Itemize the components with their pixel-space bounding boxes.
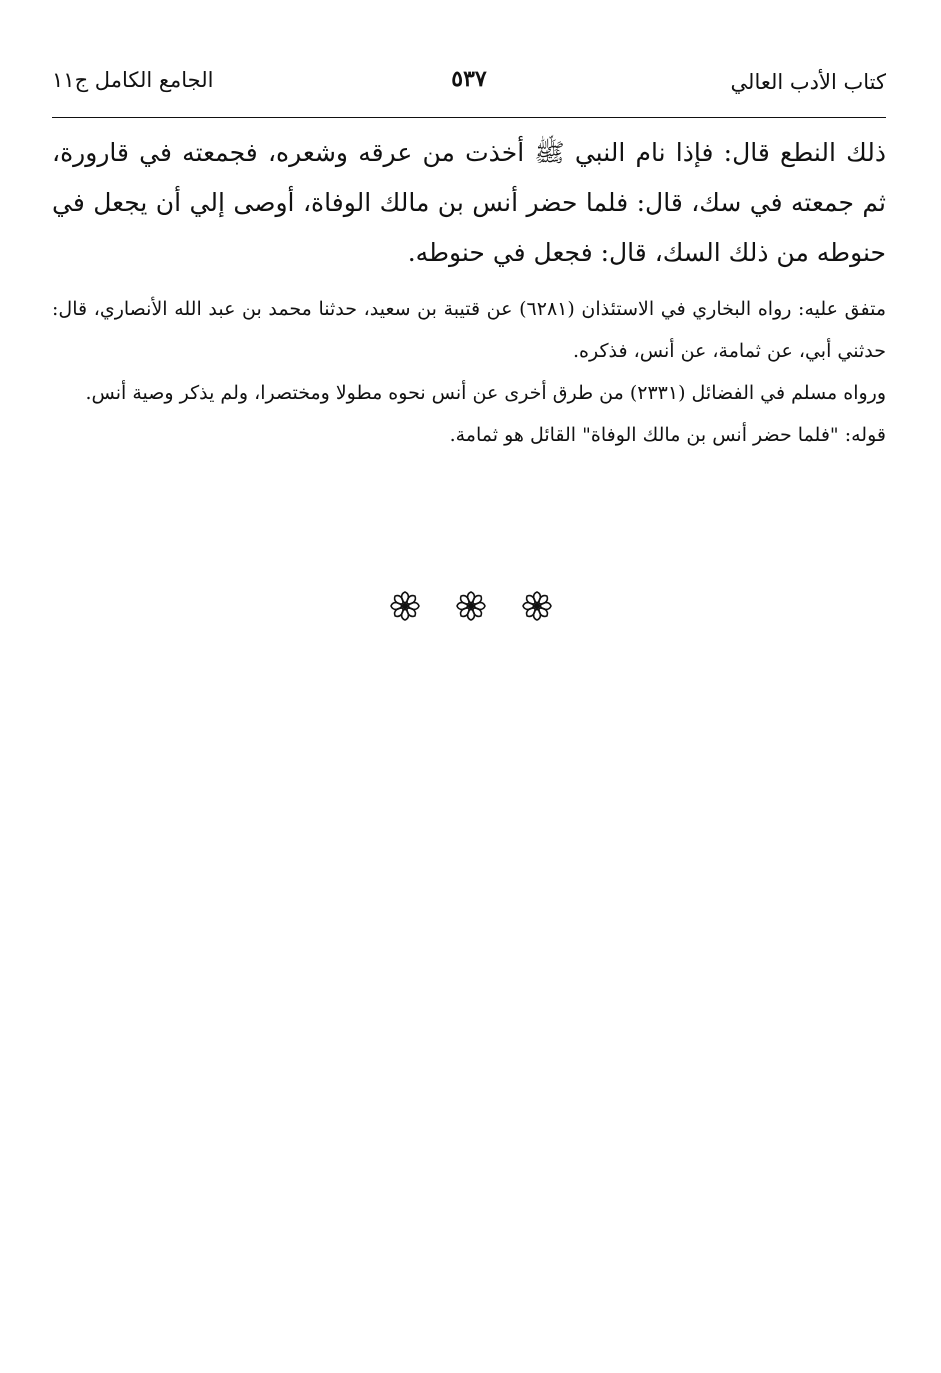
floral-star-icon <box>455 590 487 622</box>
book-title: كتاب الأدب العالي <box>730 70 886 94</box>
takhrij-note: ورواه مسلم في الفضائل (٢٣٣١) من طرق أخرى عن أنس نحوه مطولا ومختصرا، ولم يذكر وصية أنس. <box>85 382 886 404</box>
floral-star-icon <box>521 590 553 622</box>
explanatory-note: قوله: "فلما حضر أنس بن مالك الوفاة" القائل هو ثمامة. <box>449 424 886 446</box>
page-number: ٥٣٧ <box>451 66 487 92</box>
running-header <box>52 66 886 106</box>
section-end-ornaments <box>0 590 941 630</box>
body-text <box>52 128 886 456</box>
floral-star-icon <box>389 590 421 622</box>
hadith-text: ذلك النطع قال: فإذا نام النبي ﷺ أخذت من عرقه وشعره، فجمعته في قارورة، ثم جمعته في سك، قال: فلما حضر أنس بن مالك الوفاة، أوصى إلي أن يجعل في حنوطه من ذلك السك، قال: فجعل في حنوطه. <box>52 138 886 267</box>
volume-title: الجامع الكامل ج١١ <box>52 68 214 92</box>
header-divider <box>52 117 886 118</box>
takhrij-note: متفق عليه: رواه البخاري في الاستئذان (٦٢٨١) عن قتيبة بن سعيد، حدثنا محمد بن عبد الله الأنصاري، قال: حدثني أبي، عن ثمامة، عن أنس، فذكره. <box>52 298 886 362</box>
